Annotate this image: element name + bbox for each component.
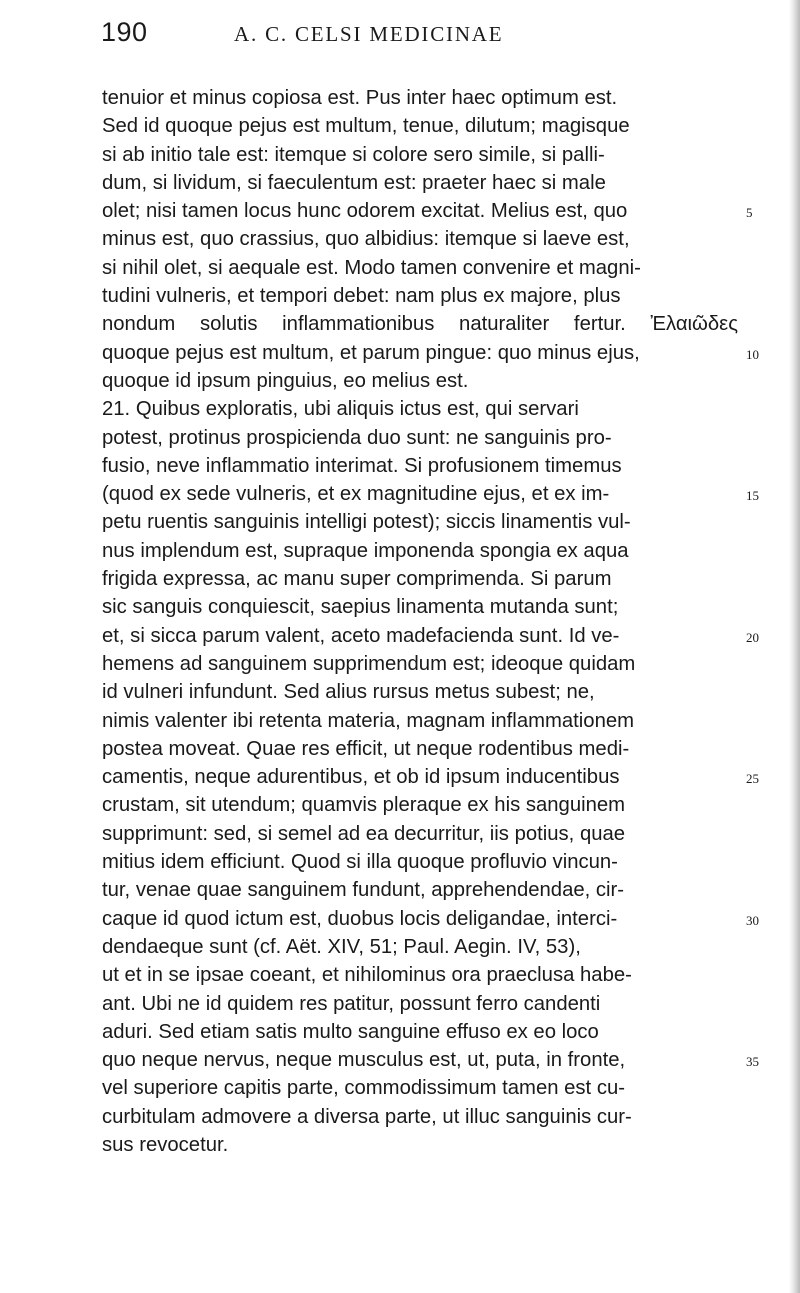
line-text: quoque pejus est multum, et parum pingue: quo minus ejus,: [102, 341, 640, 364]
text-line: [102, 367, 800, 395]
line-text: vel superiore capitis parte, commodissimum tamen est cu-: [102, 1077, 625, 1100]
line-text: curbitulam admovere a diversa parte, ut illuc sanguinis cur-: [102, 1105, 632, 1128]
line-text: si nihil olet, si aequale est. Modo tamen convenire et magni-: [102, 256, 641, 279]
text-line: [102, 735, 800, 763]
line-text: ant. Ubi ne id quidem res patitur, possunt ferro candenti: [102, 992, 601, 1015]
text-line: [102, 112, 800, 140]
text-line: [102, 961, 800, 989]
line-text: postea moveat. Quae res efficit, ut neque rodentibus medi-: [102, 737, 630, 760]
line-number: 15: [746, 488, 759, 504]
text-line: [102, 905, 800, 933]
text-line: [102, 876, 800, 904]
page-number: 190: [101, 17, 148, 47]
line-number: 25: [746, 771, 759, 787]
line-text: camentis, neque adurentibus, et ob id ipsum inducentibus: [102, 766, 620, 789]
line-text: quo neque nervus, neque musculus est, ut, puta, in fronte,: [102, 1049, 626, 1072]
line-text: caque id quod ictum est, duobus locis deligandae, interci-: [102, 907, 618, 930]
text-line: [102, 650, 800, 678]
line-text: ut et in se ipsae coeant, et nihilominus ora praeclusa habe-: [102, 964, 632, 987]
text-line: [102, 339, 800, 367]
text-line: [102, 480, 800, 508]
line-text: supprimunt: sed, si semel ad ea decurritur, iis potius, quae: [102, 822, 626, 845]
line-text: olet; nisi tamen locus hunc odorem excitat. Melius est, quo: [102, 200, 628, 223]
text-line: [102, 254, 800, 282]
line-text: sus revocetur.: [102, 1133, 229, 1156]
text-line: [102, 678, 800, 706]
text-line: [102, 990, 800, 1018]
line-text: fusio, neve inflammatio interimat. Si profusionem timemus: [102, 454, 622, 477]
text-line: [102, 1018, 800, 1046]
line-text: minus est, quo crassius, quo albidius: itemque si laeve est,: [102, 228, 630, 251]
text-line: [102, 424, 800, 452]
line-text: hemens ad sanguinem supprimendum est; ideoque quidam: [102, 652, 636, 675]
line-text: quoque id ipsum pinguius, eo melius est.: [102, 369, 469, 392]
page-edge-shadow: [789, 0, 800, 1293]
line-text: sic sanguis conquiescit, saepius linamenta mutanda sunt;: [102, 596, 619, 619]
running-head: A. C. CELSI MEDICINAE: [234, 22, 504, 46]
line-text: id vulneri infundunt. Sed alius rursus metus subest; ne,: [102, 681, 595, 704]
line-text: aduri. Sed etiam satis multo sanguine effuso ex eo loco: [102, 1020, 599, 1043]
text-line: [102, 1046, 800, 1074]
text-line: [102, 565, 800, 593]
text-line: [102, 84, 800, 112]
text-line: [102, 225, 800, 253]
line-text: petu ruentis sanguinis intelligi potest); siccis linamentis vul-: [102, 511, 631, 534]
line-text: mitius idem efficiunt. Quod si illa quoque profluvio vincun-: [102, 851, 618, 874]
line-text: dendaeque sunt (cf. Aët. XIV, 51; Paul. Aegin. IV, 53),: [102, 935, 581, 958]
text-line: [102, 197, 800, 225]
line-number: 35: [746, 1054, 759, 1070]
text-line: [102, 537, 800, 565]
line-number: 30: [746, 912, 759, 928]
text-line: [102, 622, 800, 650]
line-number: 20: [746, 629, 759, 645]
text-line: [102, 452, 800, 480]
line-text: nondum solutis inflammationibus naturaliter fertur. Ἐλαιῶδες: [102, 313, 738, 336]
text-line: [102, 848, 800, 876]
line-text: dum, si lividum, si faeculentum est: praeter haec si male: [102, 171, 606, 194]
text-line: [102, 593, 800, 621]
line-number: 10: [746, 346, 759, 362]
line-text: tur, venae quae sanguinem fundunt, apprehendendae, cir-: [102, 879, 625, 902]
line-text: et, si sicca parum valent, aceto madefacienda sunt. Id ve-: [102, 624, 620, 647]
text-line: [102, 763, 800, 791]
line-text: (quod ex sede vulneris, et ex magnitudine ejus, et ex im-: [102, 483, 610, 506]
line-text: si ab initio tale est: itemque si colore sero simile, si palli-: [102, 143, 605, 166]
text-line: [102, 1103, 800, 1131]
text-line: [102, 820, 800, 848]
text-line: [102, 395, 800, 423]
line-text: tudini vulneris, et tempori debet: nam plus ex majore, plus: [102, 285, 621, 308]
text-line: [102, 707, 800, 735]
line-text: 21. Quibus exploratis, ubi aliquis ictus est, qui servari: [102, 398, 579, 421]
text-line: [102, 933, 800, 961]
line-text: potest, protinus prospicienda duo sunt: ne sanguinis pro-: [102, 426, 612, 449]
text-line: [102, 282, 800, 310]
line-text: nus implendum est, supraque imponenda spongia ex aqua: [102, 539, 629, 562]
text-line: [102, 1131, 800, 1159]
text-line: [102, 169, 800, 197]
text-line: [102, 791, 800, 819]
line-number: 5: [746, 205, 753, 221]
line-text: frigida expressa, ac manu super comprimenda. Si parum: [102, 568, 612, 591]
text-line: [102, 508, 800, 536]
line-text: crustam, sit utendum; quamvis pleraque ex his sanguinem: [102, 794, 626, 817]
line-text: Sed id quoque pejus est multum, tenue, dilutum; magisque: [102, 115, 630, 138]
body-text: [102, 84, 800, 1159]
text-line: [102, 141, 800, 169]
line-text: nimis valenter ibi retenta materia, magnam inflammationem: [102, 709, 635, 732]
text-line: [102, 310, 800, 338]
text-line: [102, 1074, 800, 1102]
line-text: tenuior et minus copiosa est. Pus inter haec optimum est.: [102, 87, 618, 109]
